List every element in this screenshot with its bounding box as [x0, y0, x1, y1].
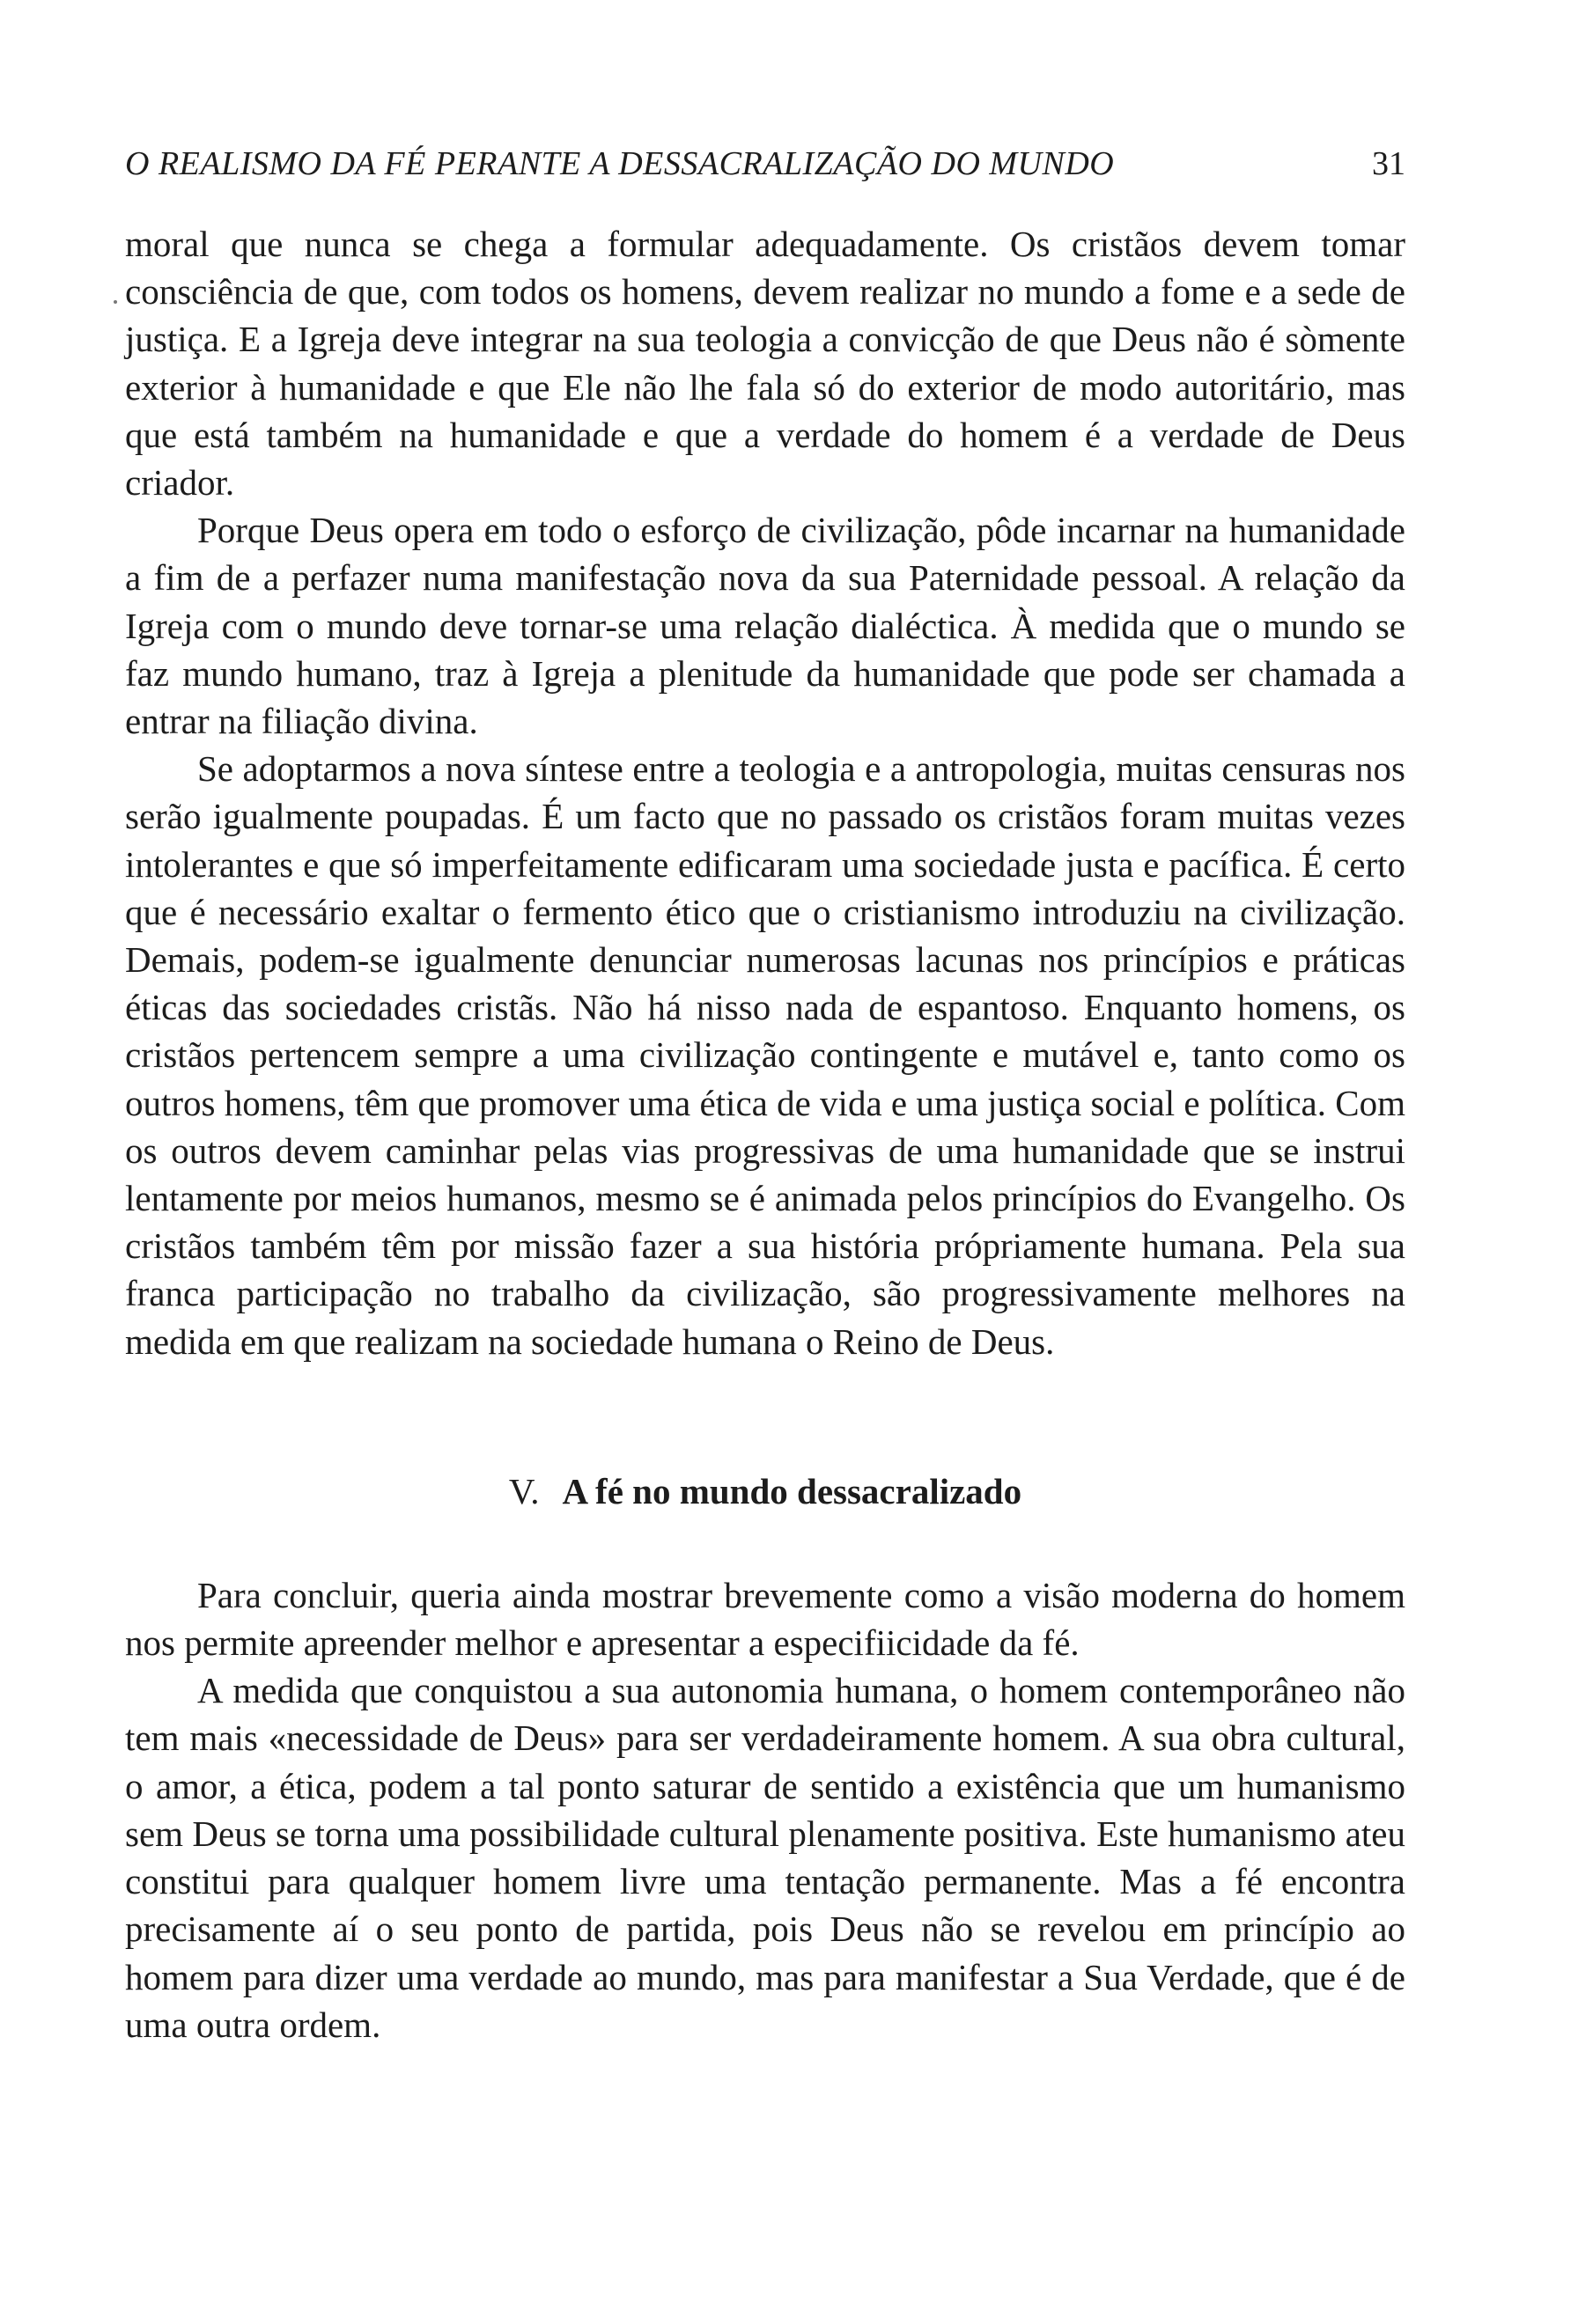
- page-header: [125, 143, 1405, 185]
- body-text: [125, 220, 1405, 2048]
- paragraph: Para concluir, queria ainda mostrar brevemente como a visão moderna do homem nos permite apreender melhor e apresentar a especifiicidade da fé.: [125, 1574, 1405, 1664]
- page-number: 31: [1372, 145, 1405, 182]
- section-title: A fé no mundo dessacralizado: [562, 1470, 1022, 1511]
- paragraph: Porque Deus opera em todo o esforço de civilização, pôde incarnar na humanidade a fim de a perfazer numa manifestação nova da sua Paternidade pessoal. A relação da Igreja com o mundo deve tornar-se uma relação dialéctica. À medida que o mundo se faz mundo humano, traz à Igreja a plenitude da humanidade que pode ser chamada a entrar na filiação divina.: [125, 510, 1405, 742]
- running-title: O REALISMO DA FÉ PERANTE A DESSACRALIZAÇÃO DO MUNDO: [125, 145, 1115, 182]
- section-heading: [125, 1467, 1405, 1515]
- scan-speck: [114, 300, 117, 304]
- paragraph: A medida que conquistou a sua autonomia humana, o homem contemporâneo não tem mais «necessidade de Deus» para ser verdadeiramente homem. A sua obra cultural, o amor, a ética, podem a tal ponto saturar de sentido a existência que um humanismo sem Deus se torna uma possibilidade cultural plenamente positiva. Este humanismo ateu constitui para qualquer homem livre uma tentação permanente. Mas a fé encontra precisamente aí o seu ponto de partida, pois Deus não se revelou em princípio ao homem para dizer uma verdade ao mundo, mas para manifestar a Sua Verdade, que é de uma outra ordem.: [125, 1670, 1405, 2045]
- paragraph-continued: moral que nunca se chega a formular adequadamente. Os cristãos devem tomar consciência de que, com todos os homens, devem realizar no mundo a fome e a sede de justiça. E a Igreja deve integrar na sua teologia a convicção de que Deus não é sòmente exterior à humanidade e que Ele não lhe fala só do exterior de modo autoritário, mas que está também na humanidade e que a verdade do homem é a verdade de Deus criador.: [125, 224, 1405, 504]
- paragraph: Se adoptarmos a nova síntese entre a teologia e a antropologia, muitas censuras nos serão igualmente poupadas. É um facto que no passado os cristãos foram muitas vezes intolerantes e que só imperfeitamente edificaram uma sociedade justa e pacífica. É certo que é necessário exaltar o fermento ético que o cristianismo introduziu na civilização. Demais, podem-se igualmente denunciar numerosas lacunas nos princípios e práticas éticas das sociedades cristãs. Não há nisso nada de espantoso. Enquanto homens, os cristãos pertencem sempre a uma civilização contingente e mutável e, tanto como os outros homens, têm que promover uma ética de vida e uma justiça social e política. Com os outros devem caminhar pelas vias progressivas de uma humanidade que se instrui lentamente por meios humanos, mesmo se é animada pelos princípios do Evangelho. Os cristãos também têm por missão fazer a sua história própriamente humana. Pela sua franca participação no trabalho da civilização, são progressivamente melhores na medida em que realizam na sociedade humana o Reino de Deus.: [125, 748, 1405, 1362]
- section-number: V.: [508, 1470, 540, 1511]
